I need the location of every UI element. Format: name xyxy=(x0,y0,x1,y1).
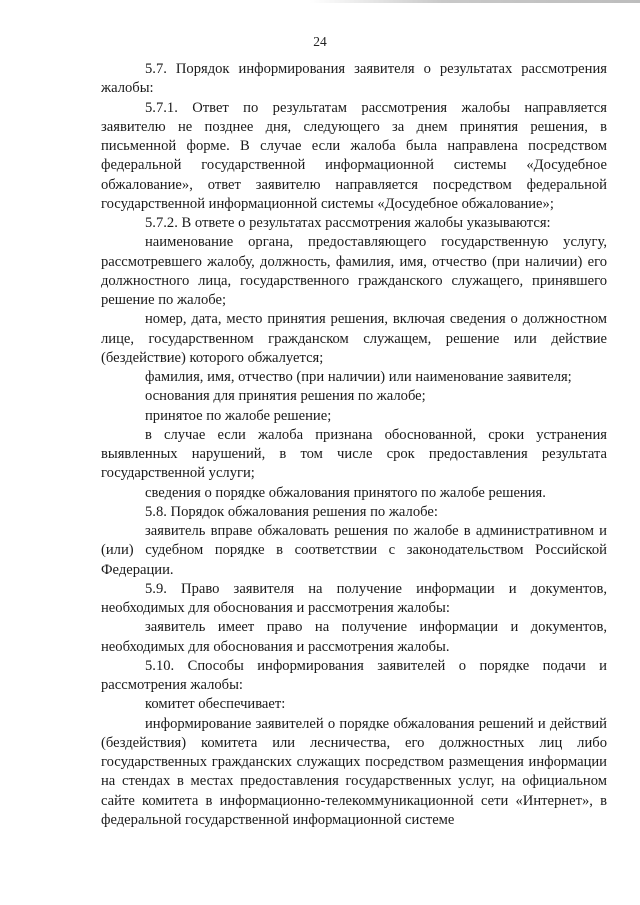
paragraph-informing: информирование заявителей о порядке обжалования решений и действий (бездействия) комитета или лесничества, его должностных лиц либо государственных гражданских служащих посредством размещения информации на стендах в местах предоставления государственных услуг, на официальном сайте комитета в информационно-телекоммуникационной сети «Интернет», в федеральной государственной информационной системе xyxy=(101,715,607,828)
paragraph-5-7-2: 5.7.2. В ответе о результатах рассмотрения жалобы указываются: xyxy=(145,215,551,231)
list-item-decision-number: номер, дата, место принятия решения, включая сведения о должностном лице, государственном гражданском служащем, решение или действие (бездействие) которого обжалуется; xyxy=(101,311,607,366)
list-item-authority-name: наименование органа, предоставляющего государственную услугу, рассмотревшего жалобу, должность, фамилия, имя, отчество (при наличии) его должностного лица, государственного гражданского служащего, принявшего решение по жалобе; xyxy=(101,234,607,308)
paragraph-committee-ensures: комитет обеспечивает: xyxy=(145,696,286,713)
scan-edge-shadow xyxy=(310,0,640,3)
page-number: 24 xyxy=(313,34,327,49)
paragraph-5-7-1: 5.7.1. Ответ по результатам рассмотрения жалобы направляется заявителю не позднее дня, следующего за днем принятия решения, в письменной форме. В случае если жалоба была направлена посредством федеральной государственной информационной системы «Досудебное обжалование», ответ заявителю направляется посредством федеральной государственной информационной системы «Досудебное обжалование»; xyxy=(101,99,607,212)
list-item-remedy-terms: в случае если жалоба признана обоснованной, сроки устранения выявленных нарушений, в том числе срок предоставления результата государственной услуги; xyxy=(101,426,607,482)
paragraph-5-8-text: заявитель вправе обжаловать решения по жалобе в административном и (или) судебном порядке в соответствии с законодательством Российской Федерации. xyxy=(101,523,607,578)
paragraph-5-9: 5.9. Право заявителя на получение информации и документов, необходимых для обоснования и рассмотрения жалобы: xyxy=(101,580,607,616)
document-body xyxy=(101,60,607,830)
paragraph-5-7: 5.7. Порядок информирования заявителя о результатах рассмотрения жалобы: xyxy=(101,61,607,97)
paragraph-5-8: 5.8. Порядок обжалования решения по жалобе: xyxy=(145,503,438,520)
list-item-appeal-procedure: сведения о порядке обжалования принятого по жалобе решения. xyxy=(145,484,546,501)
list-item-decision-grounds: основания для принятия решения по жалобе; xyxy=(145,388,426,405)
paragraph-5-10: 5.10. Способы информирования заявителей о порядке подачи и рассмотрения жалобы: xyxy=(101,657,607,693)
paragraph-5-9-text: заявитель имеет право на получение информации и документов, необходимых для обоснования и рассмотрения жалобы. xyxy=(101,619,607,655)
list-item-decision: принятое по жалобе решение; xyxy=(145,407,332,424)
list-item-applicant-name: фамилия, имя, отчество (при наличии) или наименование заявителя; xyxy=(145,369,572,385)
